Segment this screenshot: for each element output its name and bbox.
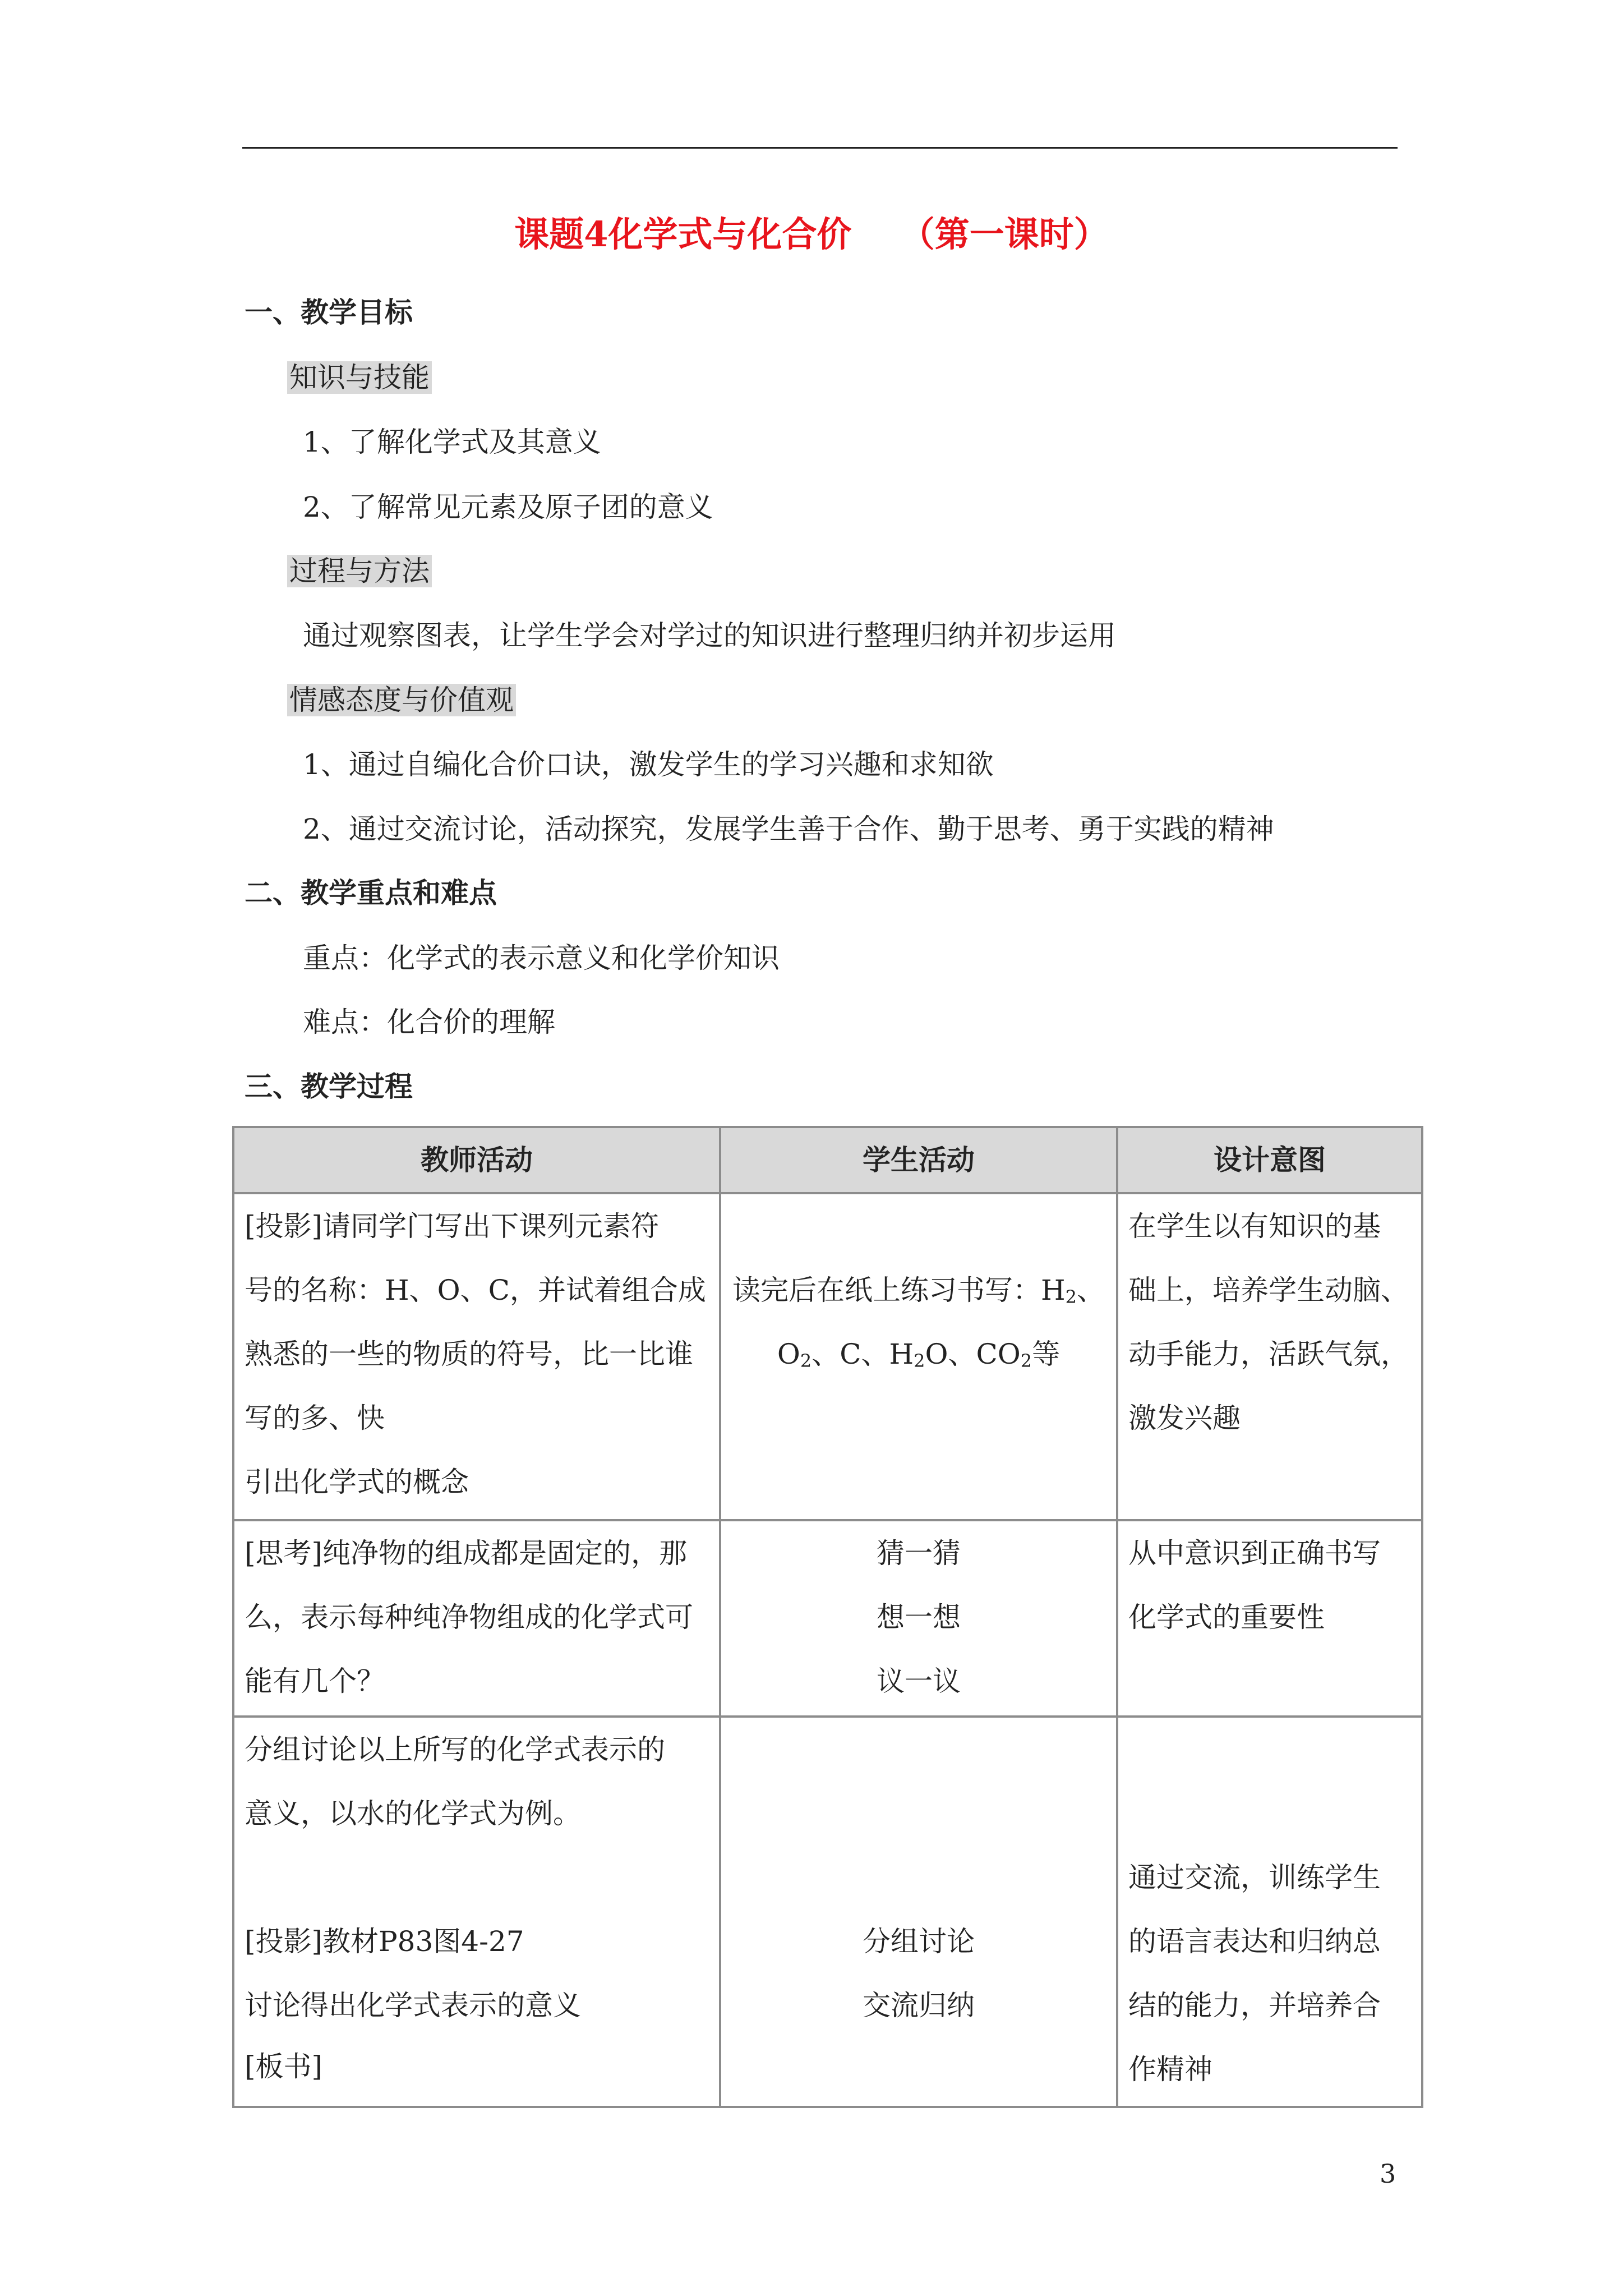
text-line: 号的名称：H、O、C，并试着组合成 <box>245 1274 706 1306</box>
formula-line-2 <box>731 1322 1106 1386</box>
subscript: 2 <box>800 1350 812 1372</box>
subheading-knowledge-label: 知识与技能 <box>287 361 432 394</box>
text-line: 通过交流，训练学生 <box>1128 1861 1381 1894</box>
text-line: 化学式的重要性 <box>1128 1600 1325 1634</box>
teacher-activity-cell <box>233 1717 720 2107</box>
subscript: 2 <box>1065 1286 1077 1308</box>
section-heading-process: 三、教学过程 <box>245 1070 413 1103</box>
text-line: 的语言表达和归纳总 <box>1128 1925 1381 1958</box>
subscript: 2 <box>914 1350 925 1372</box>
formula-text: 、 <box>1076 1274 1105 1306</box>
text-line: 想一想 <box>877 1600 961 1634</box>
text-line: 讨论得出化学式表示的意义 <box>245 1989 581 2022</box>
text-line: [投影]请同学门写出下课列元素符 <box>245 1210 660 1243</box>
text-line: 写的多、快 <box>245 1402 385 1434</box>
formula-text: O <box>777 1338 800 1370</box>
teacher-activity-cell <box>233 1520 720 1717</box>
subscript: 2 <box>1020 1350 1032 1372</box>
column-header-student: 学生活动 <box>720 1127 1117 1193</box>
emotion-item-1: 1、通过自编化合价口诀，激发学生的学习兴趣和求知欲 <box>303 748 994 781</box>
subheading-emotion-label: 情感态度与价值观 <box>287 684 516 716</box>
text-line: 分组讨论以上所写的化学式表示的 <box>245 1733 665 1766</box>
knowledge-item-2: 2、了解常见元素及原子团的意义 <box>303 491 713 523</box>
text-line: 能有几个？ <box>245 1664 385 1697</box>
text-line: 意义，以水的化学式为例。 <box>245 1797 581 1830</box>
table-row <box>233 1520 1422 1717</box>
table-header-row <box>233 1127 1422 1193</box>
subheading-emotion <box>287 680 516 720</box>
lesson-process-table <box>232 1126 1423 2108</box>
formula-line-1 <box>731 1258 1106 1322</box>
knowledge-item-1: 1、了解化学式及其意义 <box>303 426 601 458</box>
text-line: 结的能力，并培养合 <box>1128 1989 1381 2022</box>
header-rule <box>242 147 1398 149</box>
text-line: 引出化学式的概念 <box>245 1466 469 1498</box>
formula-text: 读完后在纸上练习书写：H <box>732 1274 1066 1306</box>
text-line: [板书] <box>245 2050 323 2083</box>
student-activity-cell <box>720 1717 1117 2107</box>
emotion-item-2: 2、通过交流讨论，活动探究，发展学生善于合作、勤于思考、勇于实践的精神 <box>303 813 1274 845</box>
process-text: 通过观察图表，让学生学会对学过的知识进行整理归纳并初步运用 <box>303 619 1116 652</box>
text-line: 动手能力，活跃气氛， <box>1128 1338 1409 1370</box>
design-intent-cell <box>1117 1717 1422 2107</box>
subheading-process-label: 过程与方法 <box>287 555 432 587</box>
page-number: 3 <box>1380 2159 1396 2189</box>
design-intent-cell <box>1117 1193 1422 1520</box>
text-line: 么，表示每种纯净物组成的化学式可 <box>245 1600 693 1634</box>
student-activity-cell <box>720 1520 1117 1717</box>
text-line: 猜一猜 <box>877 1536 961 1570</box>
teacher-activity-cell <box>233 1193 720 1520</box>
table-row <box>233 1193 1422 1520</box>
text-line: 熟悉的一些的物质的符号，比一比谁 <box>245 1338 693 1370</box>
column-header-teacher: 教师活动 <box>233 1127 720 1193</box>
key-point: 重点：化学式的表示意义和化学价知识 <box>303 942 780 974</box>
text-line: 础上，培养学生动脑、 <box>1128 1274 1409 1306</box>
difficulty: 难点：化合价的理解 <box>303 1006 555 1038</box>
column-header-intent: 设计意图 <box>1117 1127 1422 1193</box>
text-line: 从中意识到正确书写 <box>1128 1536 1381 1570</box>
text-line: 作精神 <box>1128 2053 1212 2086</box>
lesson-title: 课题4化学式与化合价 （第一课时） <box>514 214 1109 255</box>
table-row <box>233 1717 1422 2107</box>
formula-text: O、CO <box>925 1338 1021 1370</box>
student-activity-cell <box>720 1193 1117 1520</box>
text-line: 议一议 <box>877 1664 961 1697</box>
text-line: [投影]教材P83图4-27 <box>245 1925 524 1958</box>
text-line: 激发兴趣 <box>1128 1402 1241 1434</box>
section-heading-focus: 二、教学重点和难点 <box>245 876 497 909</box>
text-line: 在学生以有知识的基 <box>1128 1210 1381 1243</box>
section-heading-objectives: 一、教学目标 <box>245 296 413 329</box>
text-line: [思考]纯净物的组成都是固定的，那 <box>245 1536 688 1570</box>
text-line: 交流归纳 <box>863 1989 975 2022</box>
subheading-knowledge <box>287 358 432 397</box>
formula-text: 等 <box>1032 1338 1061 1370</box>
subheading-process <box>287 551 432 591</box>
text-line: 分组讨论 <box>863 1925 975 1958</box>
formula-text: 、C、H <box>811 1338 914 1370</box>
design-intent-cell <box>1117 1520 1422 1717</box>
